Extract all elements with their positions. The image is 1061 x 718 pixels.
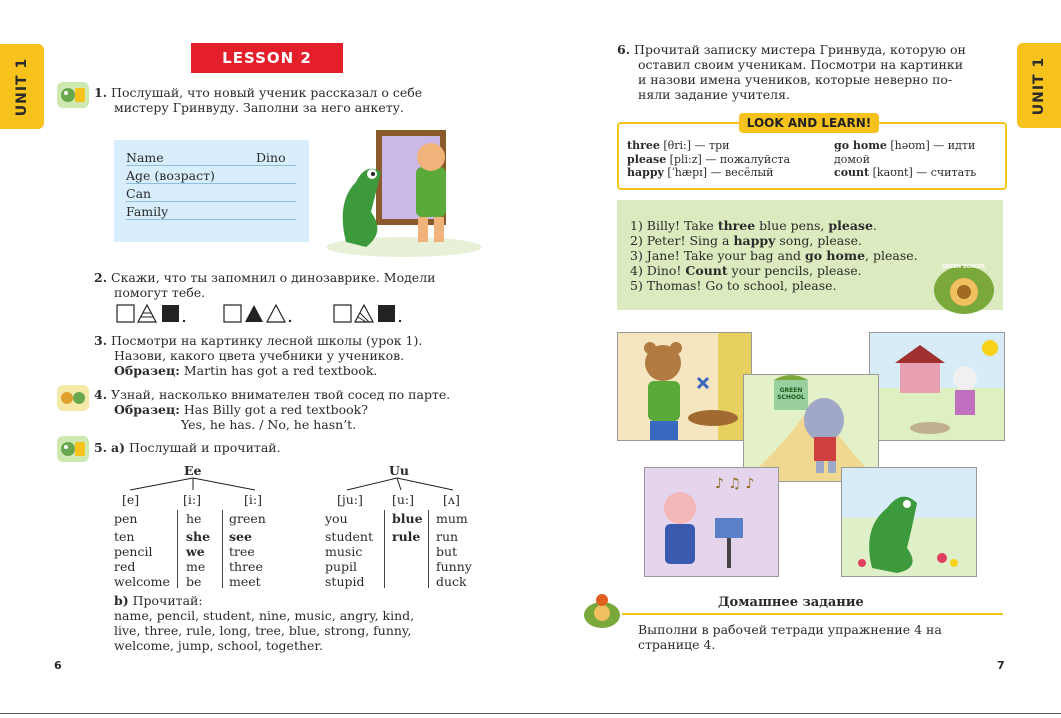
e-col-2 xyxy=(186,511,210,589)
homework-divider xyxy=(622,613,1003,615)
column-divider xyxy=(428,510,429,588)
word: green xyxy=(229,511,266,526)
vocab-def: [kaʊnt] — считать xyxy=(869,166,977,179)
e-sound-2: [i:] xyxy=(183,492,201,507)
e-sound-1: [e] xyxy=(122,492,140,507)
u-branch-lines xyxy=(325,476,495,492)
homework-icon xyxy=(581,591,623,631)
vocab-def: домой xyxy=(834,152,870,166)
word: be xyxy=(186,574,202,589)
vocab-def: [həʊm] — идти xyxy=(886,139,976,152)
unit-tab-right xyxy=(1017,43,1061,128)
vocab-def: [pli:z] — пожалуйста xyxy=(666,152,791,166)
vocab-word: go home xyxy=(834,139,887,152)
svg-text:♪ ♫ ♪: ♪ ♫ ♪ xyxy=(715,476,755,492)
ex2-text-2: помогут тебе. xyxy=(114,285,206,300)
word: pupil xyxy=(325,559,358,574)
model-3 xyxy=(334,305,401,322)
word: you xyxy=(325,511,348,526)
note-text: 5) Thomas! Go to school, please. xyxy=(630,278,837,293)
exercise-5b xyxy=(114,593,494,653)
form-line xyxy=(126,219,296,220)
note-text: 4) Dino! xyxy=(630,263,686,278)
e-col-3 xyxy=(229,511,266,589)
ex1-text-2: мистеру Гринвуду. Заполни за него анкету. xyxy=(114,100,404,115)
ex5-a-text: Послушай и прочитай. xyxy=(129,440,281,455)
form-name-label: Name xyxy=(126,150,164,165)
word: he xyxy=(186,511,202,526)
ex5-b-text: Прочитай: xyxy=(132,593,203,608)
vocab-word: please xyxy=(627,152,667,166)
page-number-right: 7 xyxy=(997,659,1005,672)
listen-icon xyxy=(57,436,89,462)
form-name-value: Dino xyxy=(256,150,286,165)
ex3-text-2: Назови, какого цвета учебники у учеников. xyxy=(114,348,405,363)
note-keyword: Count xyxy=(685,263,728,278)
ex6-number: 6. xyxy=(617,42,631,57)
homework-title: Домашнее задание xyxy=(718,595,864,610)
note-text: , please. xyxy=(865,248,918,263)
vocab-word: count xyxy=(834,166,870,179)
word: welcome xyxy=(114,574,170,589)
note-text: blue pens, xyxy=(755,218,829,233)
school-sign: GREEN SCHOOL xyxy=(777,387,805,401)
vocab-word: happy xyxy=(627,166,664,179)
exercise-5-header xyxy=(94,440,281,455)
word: see xyxy=(229,529,252,544)
e-sound-3: [i:] xyxy=(244,492,262,507)
ex6-text-4: няли задание учителя. xyxy=(638,87,790,102)
note-keyword: three xyxy=(717,218,756,233)
u-col-2 xyxy=(392,511,423,544)
exercise-1 xyxy=(94,85,484,115)
word: tree xyxy=(229,544,255,559)
look-and-learn-title: LOOK AND LEARN! xyxy=(739,113,879,133)
column-divider xyxy=(222,510,223,588)
ex5-b-line-3: welcome, jump, school, together. xyxy=(114,638,324,653)
ex3-sample-text: Martin has got a red textbook. xyxy=(183,363,378,378)
ex1-text-1: Послушай, что новый ученик рассказал о себе xyxy=(111,85,423,100)
note-keyword: please xyxy=(828,218,873,233)
word: stupid xyxy=(325,574,365,589)
exercise-4 xyxy=(94,387,484,432)
page-number-left: 6 xyxy=(54,659,62,672)
green-school-badge xyxy=(928,258,1000,318)
note-text: 1) Billy! Take xyxy=(630,218,718,233)
letter-u: Uu xyxy=(389,463,409,478)
note-text: . xyxy=(872,218,877,233)
word: me xyxy=(186,559,206,574)
word: funny xyxy=(436,559,472,574)
e-branch-lines xyxy=(115,476,285,492)
note-text: your pencils, please. xyxy=(727,263,862,278)
note-keyword: happy xyxy=(733,233,776,248)
shape-models xyxy=(116,303,406,329)
note-keyword: go home xyxy=(804,248,866,263)
u-sound-1: [ju:] xyxy=(337,492,363,507)
word: mum xyxy=(436,511,468,526)
ex4-sample-q: Has Billy got a red textbook? xyxy=(183,402,368,417)
word: rule xyxy=(392,529,421,544)
ex5-a-label: a) xyxy=(111,440,126,455)
note-text: song, please. xyxy=(775,233,862,248)
note-text: 3) Jane! Take your bag and xyxy=(630,248,805,263)
cat-house-picture xyxy=(869,332,1005,441)
exercise-2 xyxy=(94,270,484,300)
dino-picture xyxy=(841,467,977,577)
ex6-text-2: оставил своим ученикам. Посмотри на картинки xyxy=(638,57,964,72)
word: duck xyxy=(436,574,467,589)
ex4-text-1: Узнай, насколько внимателен твой сосед по парте. xyxy=(111,387,451,402)
form-can-label: Can xyxy=(126,186,152,201)
ex2-number: 2. xyxy=(94,270,108,285)
homework-text xyxy=(638,622,1006,652)
unit-tab-left xyxy=(0,44,44,129)
elephant-school-picture xyxy=(743,374,879,482)
form-line xyxy=(126,165,296,166)
form-line xyxy=(126,183,296,184)
column-divider xyxy=(384,510,385,588)
u-col-1 xyxy=(325,511,373,589)
homework-line-1: Выполни в рабочей тетради упражнение 4 на xyxy=(638,622,942,637)
lesson-title: LESSON 2 xyxy=(191,43,343,73)
form-family-label: Family xyxy=(126,204,169,219)
listen-icon xyxy=(57,82,89,108)
word: ten xyxy=(114,529,135,544)
u-sound-2: [u:] xyxy=(392,492,415,507)
e-col-1 xyxy=(114,511,170,589)
vocab-right xyxy=(834,139,976,180)
vocab-word: three xyxy=(627,139,660,152)
ex3-sample-label: Образец: xyxy=(114,363,180,378)
word: student xyxy=(325,529,373,544)
u-col-3 xyxy=(436,511,472,589)
word: pen xyxy=(114,511,138,526)
ex3-number: 3. xyxy=(94,333,108,348)
u-sound-3: [ʌ] xyxy=(443,492,460,507)
model-1 xyxy=(117,305,185,322)
ex6-text-3: и назови имена учеников, которые неверно по- xyxy=(638,72,953,87)
word: meet xyxy=(229,574,261,589)
exercise-6 xyxy=(617,42,1007,102)
word: three xyxy=(229,559,263,574)
ex2-text-1: Скажи, что ты запомнил о динозаврике. Модели xyxy=(111,270,436,285)
unit-tab-label: UNIT 1 xyxy=(1031,56,1047,115)
vocab-def: [ˈhæpɪ] — весёлый xyxy=(663,166,774,179)
ex6-text-1: Прочитай записку мистера Гринвуда, которую он xyxy=(634,42,966,57)
ex4-sample-label: Образец: xyxy=(114,402,180,417)
column-divider xyxy=(177,510,178,588)
word: but xyxy=(436,544,458,559)
form-line xyxy=(126,201,296,202)
ex5-b-line-2: live, three, rule, long, tree, blue, strong, funny, xyxy=(114,623,412,638)
word: run xyxy=(436,529,459,544)
dino-teacher-illustration xyxy=(326,122,482,257)
homework-line-2: странице 4. xyxy=(638,637,716,652)
model-2 xyxy=(224,305,291,322)
teacher-note xyxy=(630,218,918,293)
word: music xyxy=(325,544,363,559)
ex4-sample-a: Yes, he has. / No, he hasn’t. xyxy=(181,417,357,432)
ex4-number: 4. xyxy=(94,387,108,402)
letter-e: Ee xyxy=(184,463,202,478)
vocab-def: [θri:] — три xyxy=(659,139,730,152)
unit-tab-label: UNIT 1 xyxy=(14,57,30,116)
word: she xyxy=(186,529,211,544)
ex5-b-line-1: name, pencil, student, nine, music, angry, kind, xyxy=(114,608,415,623)
ex5-b-label: b) xyxy=(114,593,129,608)
vocab-left xyxy=(627,139,790,180)
ex1-number: 1. xyxy=(94,85,108,100)
ex3-text-1: Посмотри на картинку лесной школы (урок 1). xyxy=(111,333,423,348)
badge-label: GREEN SCHOOL xyxy=(942,264,986,270)
pair-work-icon xyxy=(57,385,89,411)
word: we xyxy=(186,544,205,559)
word: pencil xyxy=(114,544,153,559)
word: red xyxy=(114,559,136,574)
exercise-3 xyxy=(94,333,484,378)
word: blue xyxy=(392,511,423,526)
questionnaire-form xyxy=(114,140,309,242)
pig-music-picture xyxy=(644,467,779,577)
form-age-label: Age (возраст) xyxy=(126,168,215,183)
ex5-number: 5. xyxy=(94,440,108,455)
bear-scissors-picture xyxy=(617,332,752,441)
page-bottom-edge xyxy=(0,713,1061,714)
note-text: 2) Peter! Sing a xyxy=(630,233,734,248)
